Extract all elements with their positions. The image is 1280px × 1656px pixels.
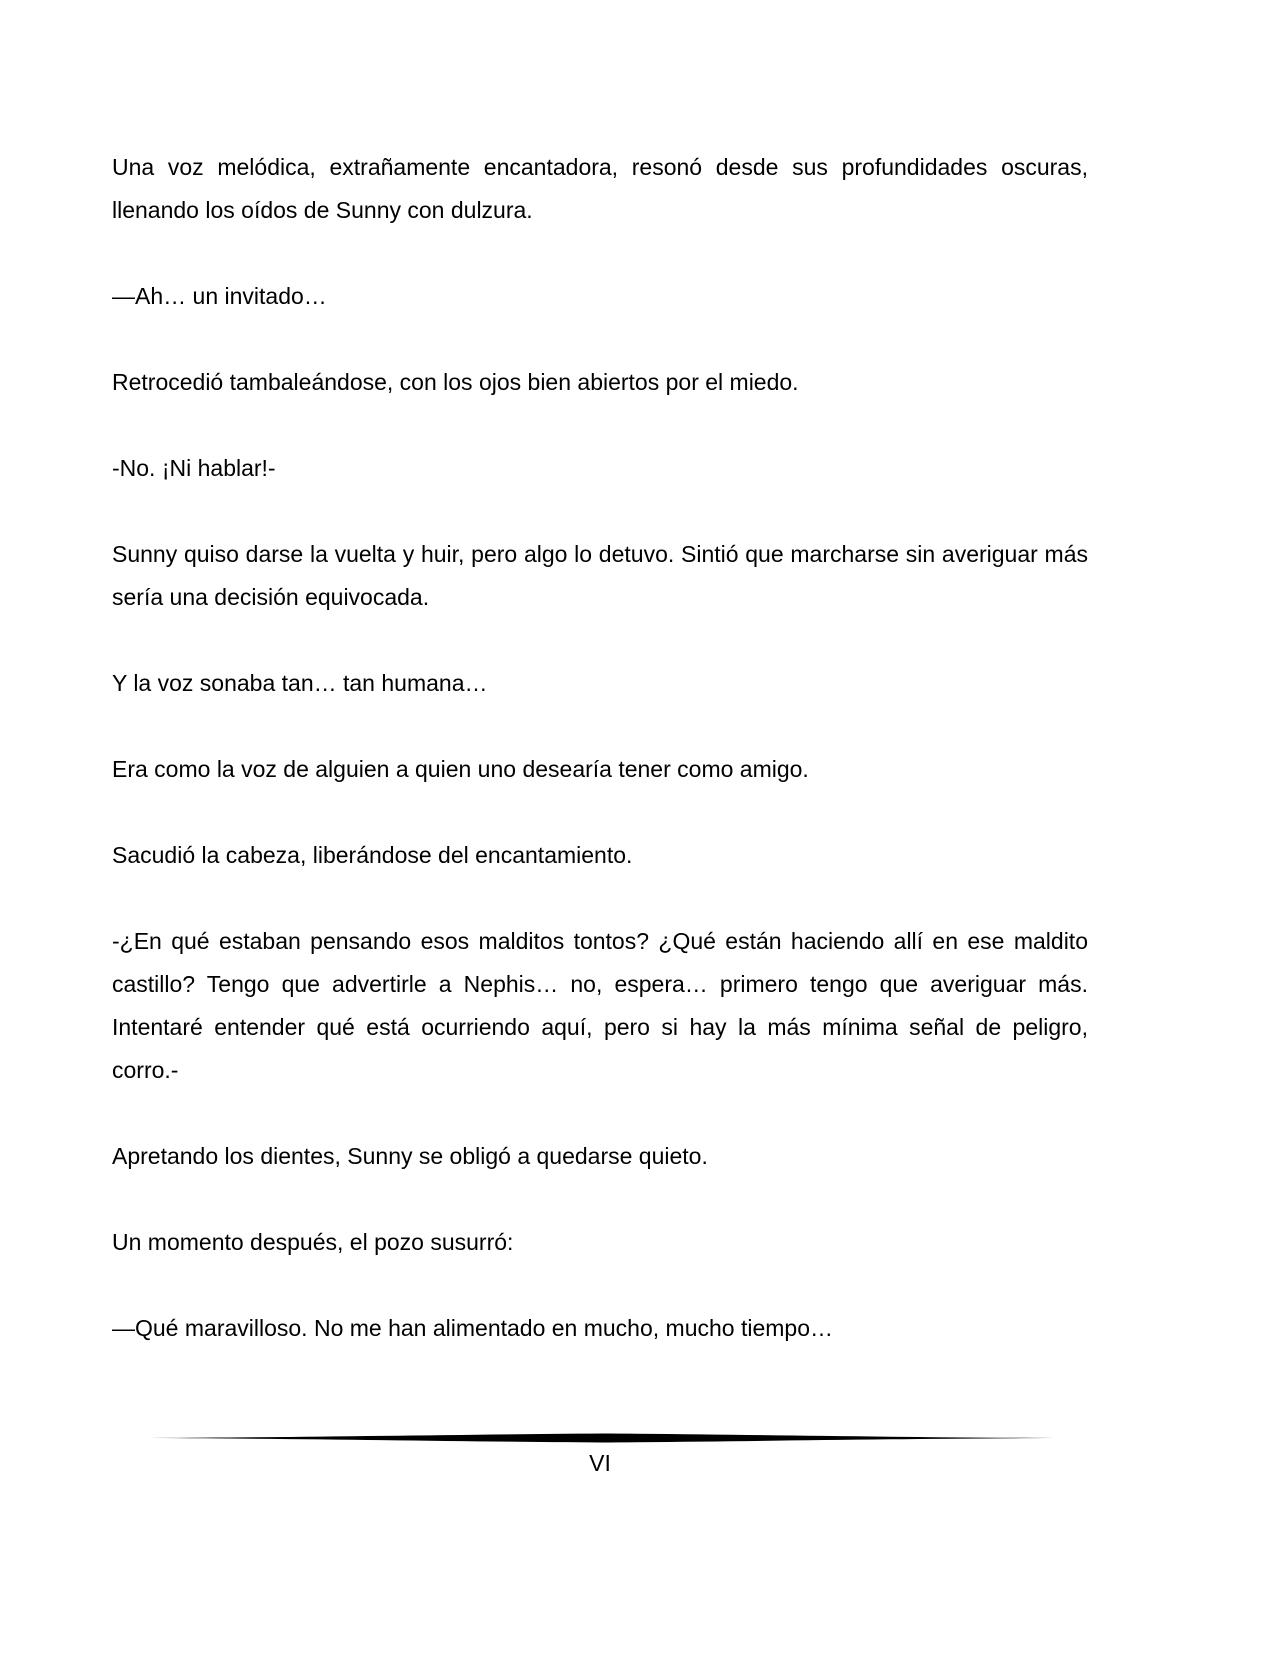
page-number: VI — [589, 1450, 611, 1476]
paragraph: -No. ¡Ni hablar!- — [112, 455, 276, 481]
paragraph: —Ah… un invitado… — [112, 283, 327, 309]
paragraph: —Qué maravilloso. No me han alimentado en mucho, mucho tiempo… — [112, 1315, 834, 1341]
footer-divider — [150, 1430, 1054, 1446]
paragraph: Sacudió la cabeza, liberándose del encantamiento. — [112, 842, 633, 868]
paragraph: Retrocedió tambaleándose, con los ojos bien abiertos por el miedo. — [112, 369, 799, 395]
paragraph: Sunny quiso darse la vuelta y huir, pero algo lo detuvo. Sintió que marcharse sin averiguar más sería una decisión equivocada. — [112, 541, 1088, 610]
paragraph: -¿En qué estaban pensando esos malditos tontos? ¿Qué están haciendo allí en ese maldito castillo? Tengo que advertirle a Nephis… no, espera… primero tengo que averiguar más. Intentaré entender qué está ocurriendo aquí, pero si hay la más mínima señal de peligro, corro.- — [112, 928, 1088, 1083]
page-body — [112, 146, 1088, 1350]
paragraph: Era como la voz de alguien a quien uno desearía tener como amigo. — [112, 756, 809, 782]
paragraph: Y la voz sonaba tan… tan humana… — [112, 670, 488, 696]
paragraph: Una voz melódica, extrañamente encantadora, resonó desde sus profundidades oscuras, llenando los oídos de Sunny con dulzura. — [112, 154, 1088, 223]
paragraph: Apretando los dientes, Sunny se obligó a quedarse quieto. — [112, 1143, 708, 1169]
paragraph: Un momento después, el pozo susurró: — [112, 1229, 514, 1255]
